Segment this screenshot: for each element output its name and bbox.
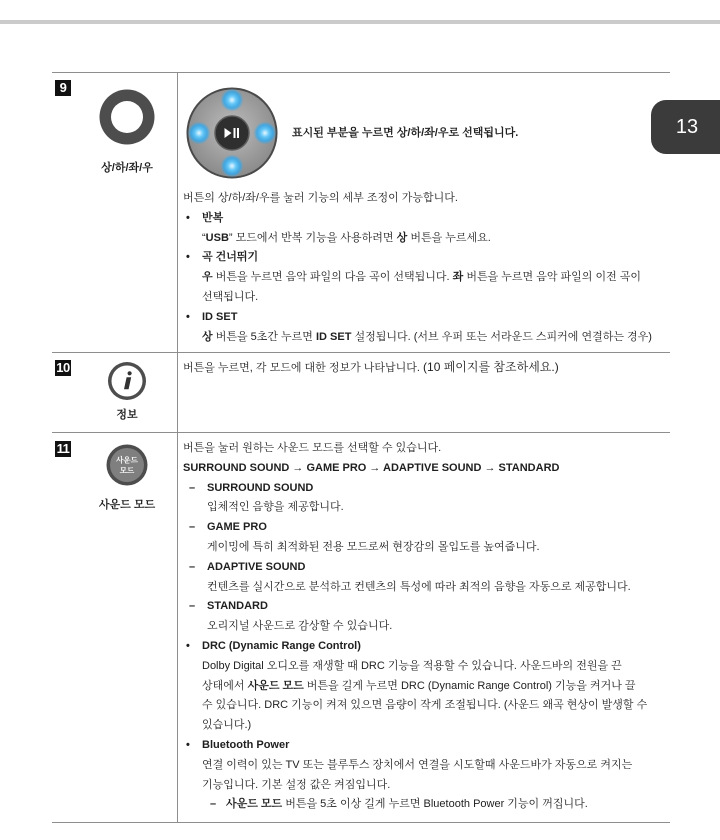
mode-name: ADAPTIVE SOUND xyxy=(207,560,306,573)
left-highlight xyxy=(188,122,211,145)
sound-mode-icon xyxy=(106,444,148,486)
item-number-badge: 9 xyxy=(55,80,71,96)
bullet-title: Bluetooth Power xyxy=(202,738,290,751)
text-segment: ” 모드에서 반복 기능을 사용하려면 xyxy=(228,231,397,244)
text-segment: 버튼을 5초 이상 길게 누르면 Bluetooth Power 기능이 꺼집니다. xyxy=(282,798,588,811)
mode-description: 입체적인 음향을 제공합니다. xyxy=(207,501,344,514)
row-divider xyxy=(52,352,670,353)
remote-caption: 표시된 부분을 누르면 상/하/좌/우로 선택됩니다. xyxy=(292,127,519,139)
text-segment: 버튼을 5초간 누르면 xyxy=(212,330,316,343)
button-label: 사운드 모드 xyxy=(98,499,156,511)
bullet-heading xyxy=(183,209,670,229)
item-number-badge: 11 xyxy=(56,441,70,456)
page-reference: (10 페이지를 참조하세요.) xyxy=(423,360,559,374)
drc-description xyxy=(183,677,670,697)
mode-sequence: SURROUND SOUND → GAME PRO → ADAPTIVE SOUND → STANDARD xyxy=(183,461,560,474)
bullet-marker: • xyxy=(186,211,190,224)
dash-marker: – xyxy=(210,798,217,811)
bullet-heading xyxy=(183,308,670,328)
text-segment: “ xyxy=(202,231,206,244)
button-label: 상/하/좌/우 xyxy=(101,162,153,174)
bold-segment: ID SET xyxy=(316,330,352,343)
header-rule xyxy=(0,20,720,24)
mode-name: SURROUND SOUND xyxy=(207,481,314,494)
mode-heading xyxy=(183,518,670,538)
bullet-marker: • xyxy=(186,310,190,323)
dash-marker: – xyxy=(189,481,196,494)
bold-segment: 상 xyxy=(396,231,408,244)
bold-segment: 사운드 모드 xyxy=(247,679,304,692)
sound-mode-description xyxy=(183,439,670,815)
remote-navigation-pad-image xyxy=(186,87,278,179)
bold-segment: 사운드 모드 xyxy=(226,798,283,811)
center-button xyxy=(215,116,249,150)
column-divider xyxy=(177,72,178,823)
item-number-badge: 10 xyxy=(56,360,70,375)
bullet-marker: • xyxy=(186,251,190,264)
page-number-tab xyxy=(651,100,720,154)
bold-segment: USB xyxy=(205,231,229,244)
table-bottom-border xyxy=(52,822,670,823)
direction-description xyxy=(183,189,670,347)
bold-segment: 우 xyxy=(202,271,213,284)
bullet-heading xyxy=(183,637,670,657)
bullet-title: DRC (Dynamic Range Control) xyxy=(202,639,361,652)
direction-ring-icon xyxy=(99,89,155,145)
drc-description: Dolby Digital 오디오를 재생할 때 DRC 기능을 적용할 수 있습니다. 사운드바의 전원을 끈 xyxy=(202,659,622,672)
bullet-marker: • xyxy=(186,639,190,652)
text-segment: 상태에서 xyxy=(202,679,248,692)
button-label: 정보 xyxy=(116,409,138,421)
id-set-description xyxy=(183,328,670,348)
up-highlight xyxy=(221,89,244,112)
bold-segment: 상 xyxy=(202,330,213,343)
text-segment: 버튼을 누르면 음악 파일의 이전 곡이 xyxy=(463,271,642,284)
bullet-title: ID SET xyxy=(202,310,238,323)
mode-name: GAME PRO xyxy=(207,521,267,534)
sound-mode-icon-text: 사운드 xyxy=(116,455,138,465)
info-description xyxy=(183,357,670,377)
bluetooth-power-description: 연결 이력이 있는 TV 또는 블루투스 장치에서 연결을 시도할때 사운드바가 자동으로 켜지는 xyxy=(202,758,633,771)
bluetooth-power-description: 기능입니다. 기본 설정 값은 켜짐입니다. xyxy=(202,778,391,791)
bullet-heading xyxy=(183,736,670,756)
text-segment: 버튼을 누르면, 각 모드에 대한 정보가 나타납니다. xyxy=(183,362,424,374)
ring-center xyxy=(111,101,143,133)
drc-description: 수 있습니다. DRC 기능이 켜져 있으면 음량이 작게 조절됩니다. (사운드 왜곡 현상이 발생할 수 xyxy=(202,699,648,712)
repeat-description xyxy=(183,229,670,249)
bullet-title: 곡 건너뛰기 xyxy=(202,251,259,264)
mode-description: 게이밍에 특히 최적화된 전용 모드로써 현장감의 몰입도를 높여줍니다. xyxy=(207,540,540,553)
bullet-heading xyxy=(183,248,670,268)
mode-heading xyxy=(183,558,670,578)
bluetooth-power-note xyxy=(183,795,670,815)
dash-marker: – xyxy=(189,521,196,534)
info-text xyxy=(183,357,670,377)
page-number: 13 xyxy=(675,116,699,138)
bold-segment: 좌 xyxy=(452,271,464,284)
text-segment: 버튼을 길게 누르면 DRC (Dynamic Range Control) 기능을 켜거나 끌 xyxy=(303,679,636,692)
skip-description-cont: 선택됩니다. xyxy=(202,290,259,303)
info-icon xyxy=(107,361,147,401)
down-highlight xyxy=(221,155,244,178)
mode-heading xyxy=(183,597,670,617)
sound-mode-icon-face xyxy=(110,448,144,482)
info-glyph-dot xyxy=(128,371,132,375)
text-segment: 버튼을 누르면 음악 파일의 다음 곡이 선택됩니다. xyxy=(212,271,453,284)
mode-heading xyxy=(183,479,670,499)
right-highlight xyxy=(254,122,277,145)
table-top-border xyxy=(52,72,670,73)
text-segment: 설정됩니다. (서브 우퍼 또는 서라운드 스피커에 연결하는 경우) xyxy=(351,330,652,343)
bullet-marker: • xyxy=(186,738,190,751)
mode-name: STANDARD xyxy=(207,600,268,613)
intro-text: 버튼의 상/하/좌/우를 눌러 기능의 세부 조정이 가능합니다. xyxy=(183,192,458,204)
dash-marker: – xyxy=(189,600,196,613)
skip-description xyxy=(183,268,670,288)
drc-description: 있습니다.) xyxy=(202,719,252,732)
row-divider xyxy=(52,432,670,433)
text-segment: 버튼을 누르세요. xyxy=(407,231,491,244)
intro-text: 버튼을 눌러 원하는 사운드 모드를 선택할 수 있습니다. xyxy=(183,442,442,454)
mode-description: 컨텐츠를 실시간으로 분석하고 컨텐츠의 특성에 따라 최적의 음향을 자동으로 제공합니다. xyxy=(207,580,631,593)
mode-description: 오리지널 사운드로 감상할 수 있습니다. xyxy=(207,620,393,633)
dash-marker: – xyxy=(189,560,196,573)
bullet-title: 반복 xyxy=(202,211,224,224)
sound-mode-icon-text: 모드 xyxy=(119,466,135,475)
